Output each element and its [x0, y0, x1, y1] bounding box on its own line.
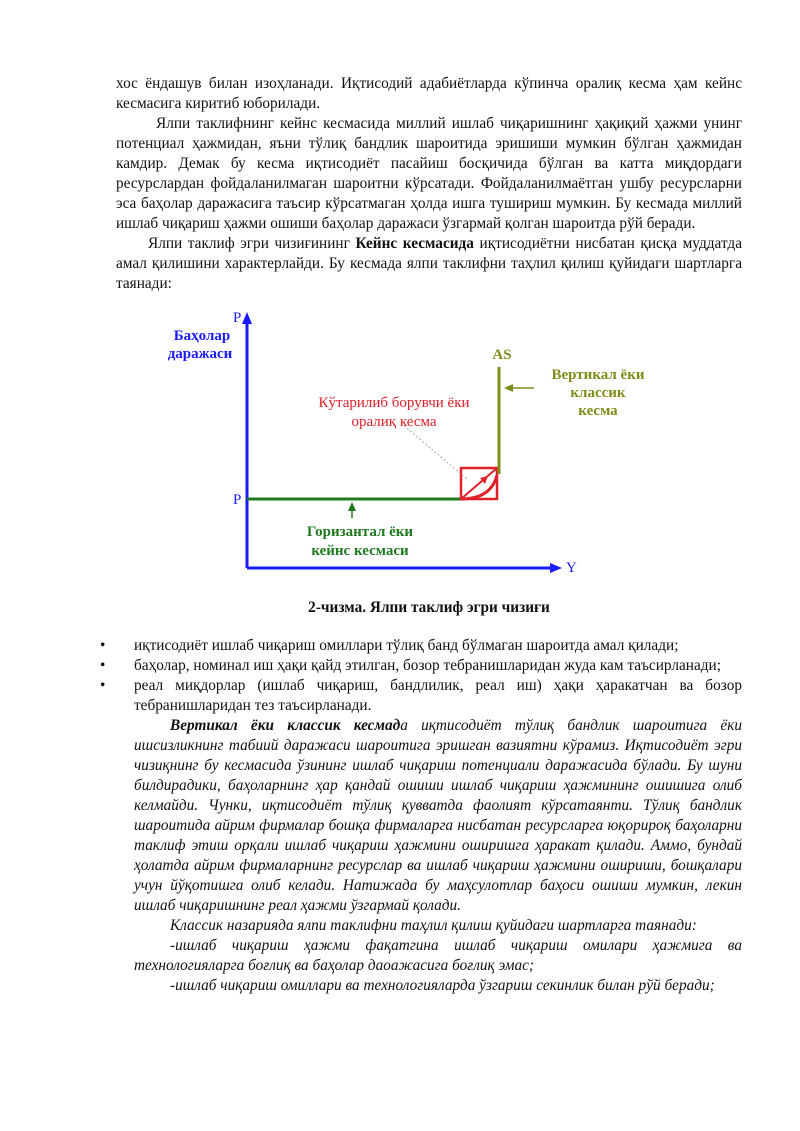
intermediate-diagonal [461, 468, 497, 499]
horizontal-label-line2: кейнс кесмаси [311, 543, 409, 559]
axis-label-y: Y [566, 560, 577, 576]
list-item [100, 676, 742, 716]
paragraph-keynes-segment: Ялпи таклифнинг кейнс кесмасида миллий ишлаб чиқаришнинг ҳақиқий ҳажми унинг потенциал ҳажмидан, яъни тўлиқ бандлик шароитида эришиши мумкин бўлган ҳажмидан камдир. Демак бу кесма иқтисодиёт пасайиш босқичида бўлган ва катта миқдордаги ресурслардан фойдаланилмаган шароитни кўрсатади. Фойдаланилмаётган ушбу ресурсларни эса баҳолар даражасига таъсир кўрсатмаган ҳолда ишга тушириш мумкин. Бу кесмада миллий ишлаб чиқариш ҳажми ошиши баҳолар даражаси ўзгармай қолган шароитда рўй беради. [116, 115, 742, 232]
intermediate-pointer-line [401, 423, 468, 480]
vertical-label-line2: классик [570, 385, 626, 401]
output-axis-arrowhead [550, 563, 562, 573]
intermediate-label-line1: Кўтарилиб борувчи ёки [318, 395, 470, 411]
as-label: AS [492, 347, 512, 363]
axis-label-p-top: P [233, 310, 242, 326]
bullet-marker: • [100, 657, 106, 674]
aggregate-supply-figure [116, 310, 742, 598]
classic-segment-section [134, 716, 742, 996]
vertical-label-line3: кесма [578, 403, 618, 419]
intermediate-label-line2: оралиқ кесма [351, 414, 437, 430]
paragraph-classic-theory: Классик назарияда ялпи таклифни таҳлил қилиш қуйидаги шартларга таянади: [170, 917, 697, 934]
paragraph-text: иқтисодиётни нисбатан қисқа муддатда амал қилишини характерлайди. Бу кесмада ялпи таклифни таҳлил қилиш қуйидаги шартларга таянади: [116, 235, 743, 292]
paragraph-classic-segment [134, 716, 742, 916]
vertical-pointer-arrowhead [504, 384, 513, 392]
aggregate-supply-diagram [116, 310, 742, 598]
list-item [100, 656, 742, 676]
price-level-label-line1: Баҳолар [173, 328, 231, 344]
price-level-label-line2: даражаси [167, 346, 233, 362]
axis-label-p-level: P [233, 492, 242, 508]
vertical-label-line1: Вертикал ёки [551, 367, 645, 383]
paragraph-classic-condition-2: -ишлаб чиқариш омиллари ва технологияларда ўзгариш секинлик билан рўй беради; [170, 977, 715, 994]
horizontal-label-line1: Горизантал ёки [306, 524, 414, 540]
price-axis-arrowhead [242, 312, 252, 324]
list-item-text: иқтисодиёт ишлаб чиқариш омиллари тўлиқ банд бўлмаган шароитда амал қилади; [134, 637, 679, 654]
paragraph-classic-condition-1: -ишлаб чиқариш ҳажми фақатгина ишлаб чиқариш омилари ҳажмига ва технологияларга боғлиқ ва баҳолар даоажасига боғлиқ эмас; [134, 937, 742, 974]
bullet-marker: • [100, 677, 106, 694]
bullet-marker: • [100, 637, 106, 654]
paragraph-keynes-conditions [116, 234, 742, 294]
paragraph-text: а иқтисодиёт тўлиқ бандлик шароитига ёки ишсизликнинг табиий даражаси шароитига эришган вазиятни кўрамиз. Иқтисодиёт эгри чизиқнинг бу кесмасида ўзининг ишлаб чиқариш потенциали даражасида бўлади. Бу шуни билдирадики, баҳоларнинг ҳар қандай ошиши ишлаб чиқариш ҳажмининг ошишига олиб келмайди. Чунки, иқтисодиёт тўлиқ қувватда фаолият кўрсатаянти. Тўлиқ бандлик шароитида айрим фирмалар бошқа фирмаларга нисбатан ресурсларга юқорироқ баҳоларни таклиф этиш орқали ишлаб чиқариш ҳажмини оширишга ҳаракат қилади. Аммо, бундай ҳолатда айрим фирмаларнинг ресурслар ва ишлаб чиқариш ҳажмини ошириши, бошқалари учун йўқотишга олиб келади. Натижада бу маҳсулотлар баҳоси ошиши мумкин, лекин ишлаб чиқаришнинг реал ҳажми ўзгармай қолади. [134, 717, 742, 914]
bold-term-keynes: Кейнс кесмасида [355, 235, 474, 252]
document-page [100, 74, 743, 996]
figure-caption: 2-чизма. Ялпи таклиф эгри чизиғи [308, 599, 550, 616]
paragraph-text: Ялпи таклиф эгри чизиғининг [148, 235, 356, 252]
conditions-list [100, 636, 742, 716]
list-item-text: баҳолар, номинал иш ҳақи қайд этилган, бозор тебранишларидан жуда кам таъсирланади; [134, 657, 721, 674]
list-item-text: реал миқдорлар (ишлаб чиқариш, бандлилик, реал иш) ҳақи ҳаракатчан ва бозор тебранишларидан тез таъсирланади. [134, 677, 742, 714]
horizontal-pointer-arrowhead [348, 502, 356, 511]
paragraph-intro: хос ёндашув билан изоҳланади. Иқтисодий адабиётларда кўпинча оралиқ кесма ҳам кейнс кесмасига киритиб юборилади. [116, 75, 742, 112]
bold-term-classic: Вертикал ёки классик кесмад [170, 717, 401, 734]
list-item [100, 636, 742, 656]
